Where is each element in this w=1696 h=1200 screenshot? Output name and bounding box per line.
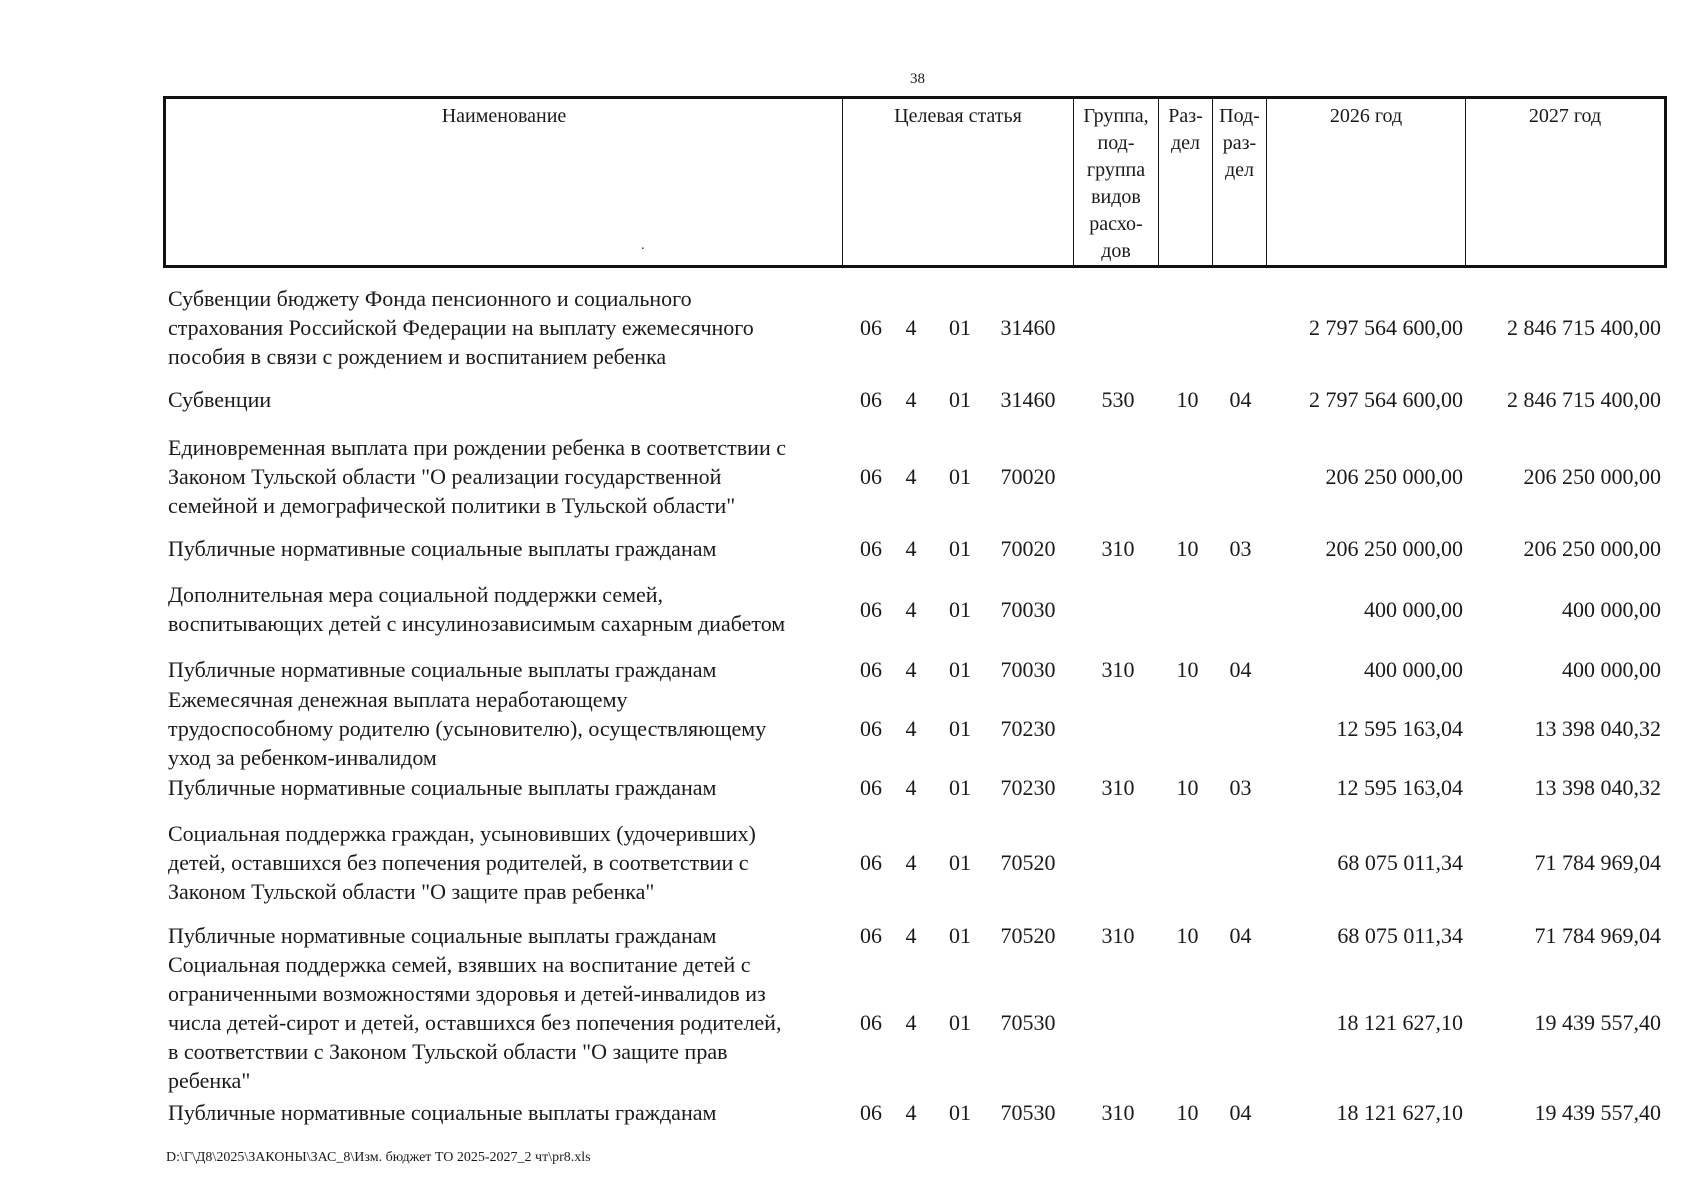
target-seg3: 01 <box>949 536 971 561</box>
header-target: Целевая статья <box>843 98 1074 267</box>
amount-2026: 2 797 564 600,00 <box>1309 387 1463 412</box>
target-seg2: 4 <box>905 315 917 340</box>
target-seg4: 70030 <box>1000 596 1056 622</box>
expense-group: 310 <box>1101 657 1135 682</box>
table-row <box>163 284 1664 371</box>
table-row <box>163 385 1664 414</box>
amount-2027: 13 398 040,32 <box>1534 716 1661 741</box>
target-seg1: 06 <box>860 775 882 800</box>
amount-2026: 206 250 000,00 <box>1325 536 1463 561</box>
target-seg4: 70230 <box>1000 775 1056 800</box>
row-name-line: уход за ребенком-инвалидом <box>168 745 437 770</box>
target-seg1: 06 <box>860 315 882 340</box>
target-seg4: 70520 <box>1000 923 1056 948</box>
razdel: 10 <box>1176 1100 1199 1125</box>
target-seg2: 4 <box>905 923 917 948</box>
target-seg1: 06 <box>860 1010 882 1035</box>
row-name <box>168 773 840 802</box>
amount-2026: 68 075 011,34 <box>1337 923 1463 948</box>
amount-2027: 19 439 557,40 <box>1534 1100 1661 1125</box>
row-name <box>168 385 840 414</box>
target-seg4: 31460 <box>1000 315 1056 340</box>
target-seg3: 01 <box>949 464 971 489</box>
podrazdel: 03 <box>1229 775 1252 800</box>
amount-2027: 400 000,00 <box>1562 657 1661 682</box>
row-name <box>168 655 840 684</box>
amount-2026: 12 595 163,04 <box>1336 716 1463 741</box>
table-row <box>163 1098 1664 1127</box>
row-name-line: Публичные нормативные социальные выплаты гражданам <box>168 923 717 948</box>
expense-group: 530 <box>1101 387 1135 412</box>
row-name-line: Дополнительная мера социальной поддержки семей, <box>168 582 664 607</box>
podrazdel: 04 <box>1229 923 1252 948</box>
target-seg2: 4 <box>905 387 917 412</box>
row-name-line: ограниченными возможностями здоровья и детей-инвалидов из <box>168 981 766 1006</box>
target-seg2: 4 <box>905 1010 917 1035</box>
target-seg3: 01 <box>949 923 971 948</box>
target-seg1: 06 <box>860 716 882 741</box>
amount-2026: 68 075 011,34 <box>1337 850 1463 875</box>
amount-2026: 206 250 000,00 <box>1325 464 1463 489</box>
row-name <box>168 819 840 906</box>
amount-2027: 206 250 000,00 <box>1523 464 1661 489</box>
amount-2027: 71 784 969,04 <box>1534 850 1661 875</box>
target-seg4: 31460 <box>1000 387 1056 412</box>
target-seg4: 70530 <box>1000 1100 1056 1125</box>
row-name <box>168 921 840 950</box>
target-seg2: 4 <box>905 850 917 875</box>
header-name: Наименование . <box>165 98 843 267</box>
amount-2027: 400 000,00 <box>1562 596 1661 622</box>
row-name-line: Публичные нормативные социальные выплаты гражданам <box>168 657 717 682</box>
amount-2027: 19 439 557,40 <box>1534 1010 1661 1035</box>
table-row <box>163 655 1664 684</box>
target-seg2: 4 <box>905 1100 917 1125</box>
row-name-line: воспитывающих детей с инсулинозависимым сахарным диабетом <box>168 611 786 636</box>
amount-2027: 2 846 715 400,00 <box>1507 387 1661 412</box>
expense-group: 310 <box>1101 775 1135 800</box>
row-name-line: Публичные нормативные социальные выплаты гражданам <box>168 775 717 800</box>
row-name-line: числа детей-сирот и детей, оставшихся без попечения родителей, <box>168 1010 782 1035</box>
target-seg1: 06 <box>860 387 882 412</box>
row-name-line: пособия в связи с рождением и воспитанием ребенка <box>168 344 667 369</box>
target-seg1: 06 <box>860 657 882 682</box>
amount-2026: 400 000,00 <box>1364 596 1463 622</box>
amount-2026: 12 595 163,04 <box>1336 775 1463 800</box>
expense-group: 310 <box>1101 923 1135 948</box>
row-name-line: Социальная поддержка семей, взявших на воспитание детей с <box>168 952 751 977</box>
table-row <box>163 433 1664 520</box>
podrazdel: 04 <box>1229 1100 1252 1125</box>
amount-2027: 206 250 000,00 <box>1523 536 1661 561</box>
target-seg1: 06 <box>860 596 882 622</box>
row-name <box>168 950 840 1095</box>
target-seg4: 70020 <box>1000 536 1056 561</box>
row-name-line: Публичные нормативные социальные выплаты гражданам <box>168 536 717 561</box>
row-name-line: Законом Тульской области "О защите прав ребенка" <box>168 879 655 904</box>
target-seg4: 70520 <box>1000 850 1056 875</box>
razdel: 10 <box>1176 387 1199 412</box>
target-seg3: 01 <box>949 716 971 741</box>
target-seg3: 01 <box>949 387 971 412</box>
table-row <box>163 773 1664 802</box>
row-name <box>168 284 840 371</box>
expense-group: 310 <box>1101 536 1135 561</box>
target-seg2: 4 <box>905 464 917 489</box>
row-name-line: в соответствии с Законом Тульской области "О защите прав <box>168 1039 728 1064</box>
table-row <box>163 921 1664 950</box>
amount-2026: 18 121 627,10 <box>1336 1100 1463 1125</box>
target-seg4: 70230 <box>1000 716 1056 741</box>
row-name-line: Законом Тульской области "О реализации государственной <box>168 464 722 489</box>
target-seg3: 01 <box>949 315 971 340</box>
razdel: 10 <box>1176 923 1199 948</box>
target-seg1: 06 <box>860 1100 882 1125</box>
row-name <box>168 685 840 772</box>
table-row <box>163 950 1664 1095</box>
podrazdel: 04 <box>1229 657 1252 682</box>
target-seg2: 4 <box>905 716 917 741</box>
amount-2026: 18 121 627,10 <box>1336 1010 1463 1035</box>
target-seg3: 01 <box>949 1010 971 1035</box>
table-row <box>163 580 1664 638</box>
header-group: Группа, под- группа видов расхо- дов <box>1074 98 1159 267</box>
target-seg1: 06 <box>860 850 882 875</box>
target-seg4: 70020 <box>1000 464 1056 489</box>
row-name-line: Ежемесячная денежная выплата неработающему <box>168 687 628 712</box>
row-name-line: трудоспособному родителю (усыновителю), осуществляющему <box>168 716 767 741</box>
header-podrazdel: Под- раз- дел <box>1213 98 1267 267</box>
target-seg2: 4 <box>905 536 917 561</box>
row-name-line: детей, оставшихся без попечения родителей, в соответствии с <box>168 850 749 875</box>
target-seg4: 70030 <box>1000 657 1056 682</box>
row-name-line: ребенка" <box>168 1068 251 1093</box>
row-name-line: Социальная поддержка граждан, усыновивших (удочеривших) <box>168 821 756 846</box>
row-name <box>168 433 840 520</box>
razdel: 10 <box>1176 536 1199 561</box>
target-seg2: 4 <box>905 596 917 622</box>
row-name-line: Единовременная выплата при рождении ребенка в соответствии с <box>168 435 786 460</box>
target-seg1: 06 <box>860 536 882 561</box>
razdel: 10 <box>1176 775 1199 800</box>
target-seg4: 70530 <box>1000 1010 1056 1035</box>
row-name-line: Публичные нормативные социальные выплаты гражданам <box>168 1100 717 1125</box>
header-2027: 2027 год <box>1466 98 1666 267</box>
table-header <box>163 96 1667 268</box>
amount-2027: 71 784 969,04 <box>1534 923 1661 948</box>
amount-2027: 2 846 715 400,00 <box>1507 315 1661 340</box>
target-seg3: 01 <box>949 850 971 875</box>
row-name-line: страхования Российской Федерации на выплату ежемесячного <box>168 315 754 340</box>
file-path-footer: D:\Г\Д8\2025\ЗАКОНЫ\ЗАС_8\Изм. бюджет ТО 2025-2027_2 чт\pr8.xls <box>166 1150 591 1165</box>
header-tick: . <box>641 238 645 253</box>
razdel: 10 <box>1176 657 1199 682</box>
amount-2027: 13 398 040,32 <box>1534 775 1661 800</box>
row-name <box>168 534 840 563</box>
header-2026: 2026 год <box>1267 98 1466 267</box>
target-seg3: 01 <box>949 1100 971 1125</box>
podrazdel: 03 <box>1229 536 1252 561</box>
amount-2026: 400 000,00 <box>1364 657 1463 682</box>
amount-2026: 2 797 564 600,00 <box>1309 315 1463 340</box>
table-row <box>163 819 1664 906</box>
expense-group: 310 <box>1101 1100 1135 1125</box>
target-seg2: 4 <box>905 657 917 682</box>
target-seg2: 4 <box>905 775 917 800</box>
table-row <box>163 685 1664 772</box>
row-name-line: Субвенции <box>168 387 272 412</box>
target-seg1: 06 <box>860 464 882 489</box>
row-name-line: Субвенции бюджету Фонда пенсионного и социального <box>168 286 692 311</box>
row-name <box>168 580 840 638</box>
table-row <box>163 534 1664 563</box>
target-seg1: 06 <box>860 923 882 948</box>
target-seg3: 01 <box>949 775 971 800</box>
row-name <box>168 1098 840 1127</box>
target-seg3: 01 <box>949 596 971 622</box>
podrazdel: 04 <box>1229 387 1252 412</box>
row-name-line: семейной и демографической политики в Тульской области" <box>168 493 736 518</box>
header-razdel: Раз- дел <box>1159 98 1213 267</box>
target-seg3: 01 <box>949 657 971 682</box>
